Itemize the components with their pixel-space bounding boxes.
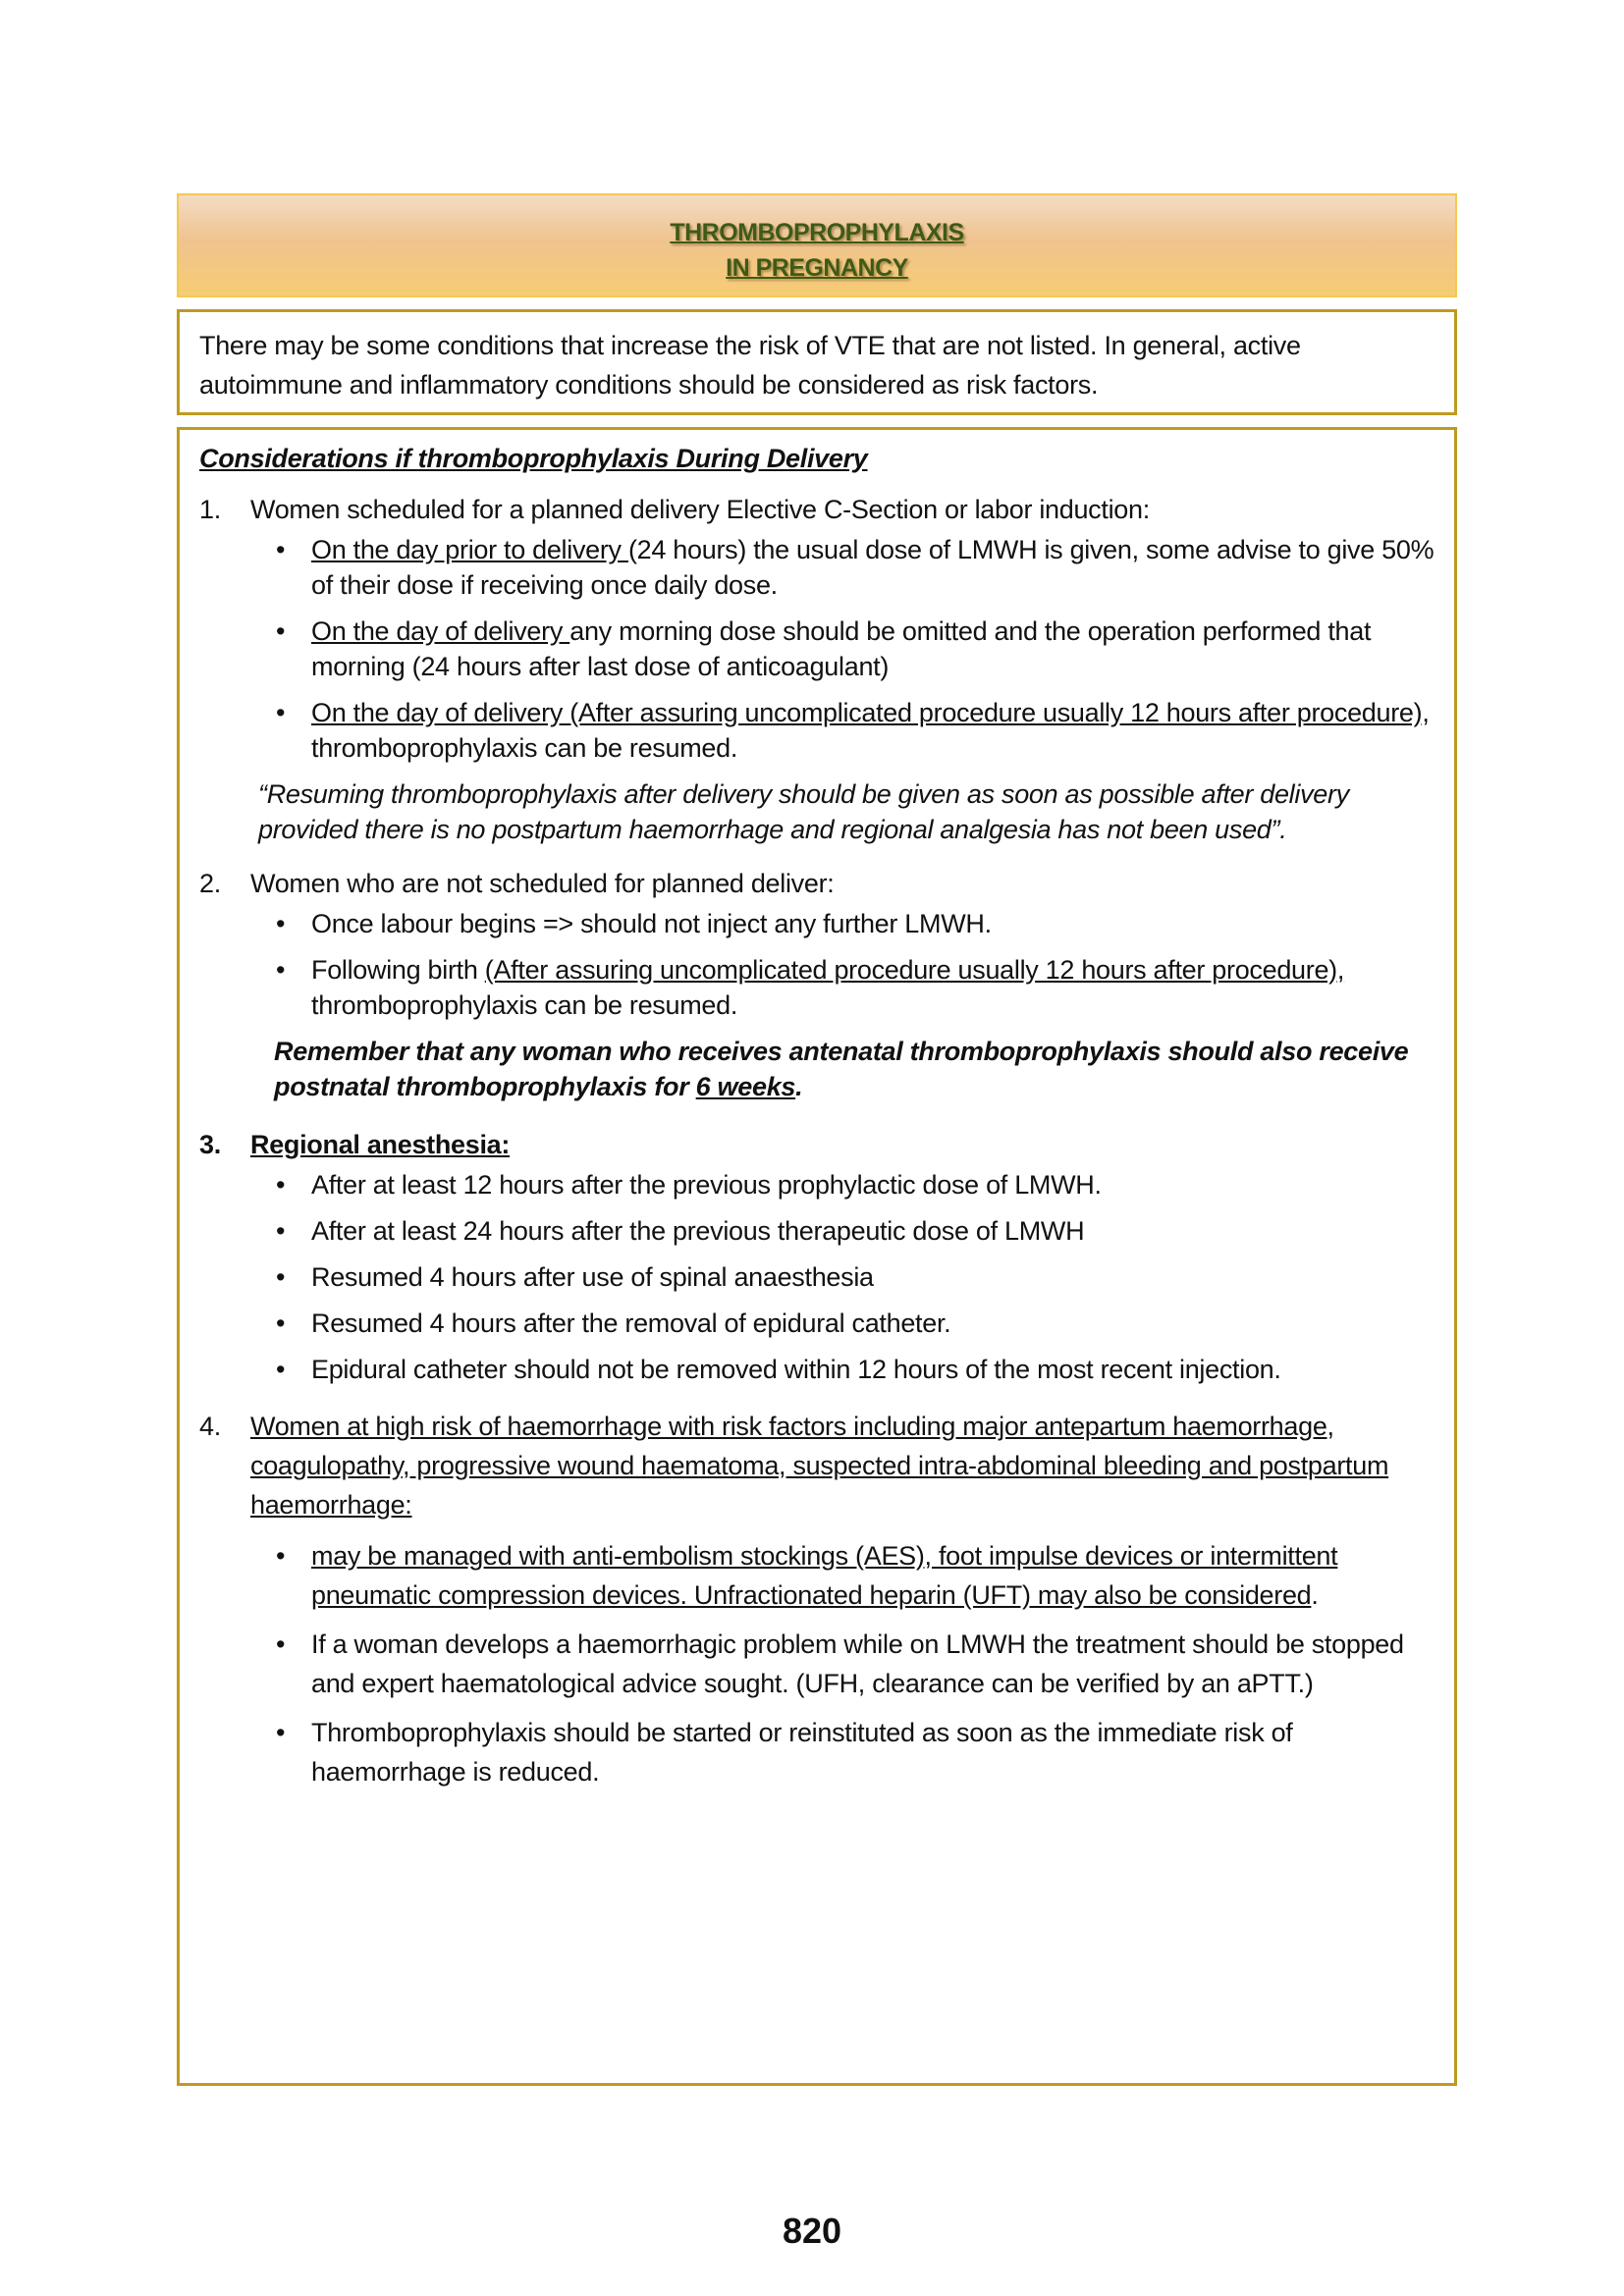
item-number: 1. — [199, 495, 221, 524]
bullet-text: thromboprophylaxis can be resumed. — [311, 990, 738, 1020]
bullet-text: . — [1311, 1580, 1319, 1610]
item-number: 3. — [199, 1130, 221, 1159]
bullet-list — [199, 906, 1440, 1023]
header-banner — [177, 193, 1457, 297]
bullet-item — [311, 1259, 1440, 1295]
page-title-line2: IN PREGNANCY — [726, 254, 908, 282]
bullet-underlined-text: may be managed with anti-embolism stockings (AES), foot impulse devices or intermittent pneumatic compression devices. Unfractionated heparin (UFT) may also be considered — [311, 1541, 1338, 1610]
bullet-underlined-text: On the day of delivery — [311, 616, 570, 646]
bullet-underlined-text: On the day of delivery (After assuring uncomplicated procedure usually 12 hours after procedure), — [311, 698, 1430, 727]
list-item-1 — [199, 491, 1440, 847]
bullet-text: Once labour begins => should not inject any further LMWH. — [311, 909, 992, 938]
list-item-3 — [199, 1126, 1440, 1387]
bullet-text: After at least 24 hours after the previous therapeutic dose of LMWH — [311, 1216, 1085, 1246]
bullet-item — [311, 906, 1440, 941]
bullet-item — [311, 1167, 1440, 1202]
remember-suffix: . — [795, 1072, 803, 1101]
bullet-text: thromboprophylaxis can be resumed. — [311, 733, 738, 763]
item-number: 2. — [199, 869, 221, 898]
bullet-item — [311, 695, 1440, 766]
bullet-text: After at least 12 hours after the previous prophylactic dose of LMWH. — [311, 1170, 1102, 1200]
bullet-text: Resumed 4 hours after use of spinal anaesthesia — [311, 1262, 874, 1292]
item-number: 4. — [199, 1412, 221, 1441]
bullet-text: If a woman develops a haemorrhagic problem while on LMWH the treatment should be stopped and expert haematological advice sought. (UFH, clearance can be verified by an aPTT.) — [311, 1629, 1404, 1698]
list-item-2 — [199, 865, 1440, 1104]
intro-text: There may be some conditions that increase the risk of VTE that are not listed. In general, active autoimmune and inflammatory conditions should be considered as risk factors. — [199, 331, 1301, 400]
remember-duration: 6 weeks — [695, 1072, 796, 1101]
bullet-item — [311, 532, 1440, 603]
bullet-item — [311, 1213, 1440, 1249]
bullet-text: Thromboprophylaxis should be started or reinstituted as soon as the immediate risk of haemorrhage is reduced. — [311, 1718, 1293, 1787]
bullet-item — [311, 1625, 1440, 1703]
item-title: Regional anesthesia: — [250, 1130, 511, 1159]
page-number: 820 — [782, 2211, 842, 2251]
bullet-text: any morning dose should be omitted and the operation performed that morning (24 hours after last dose of anticoagulant) — [311, 616, 1372, 681]
quote-text: “Resuming thromboprophylaxis after delivery should be given as soon as possible after delivery provided there is no postpartum haemorrhage and regional analgesia has not been used”. — [258, 779, 1349, 844]
bullet-text: Epidural catheter should not be removed within 12 hours of the most recent injection. — [311, 1355, 1281, 1384]
bullet-list — [199, 1167, 1440, 1387]
bullet-item — [311, 1536, 1440, 1615]
main-content-box — [177, 427, 1457, 2086]
bullet-text: Following birth — [311, 955, 485, 985]
page-title-line1: THROMBOPROPHYLAXIS — [670, 219, 964, 246]
bullet-item — [311, 952, 1440, 1023]
item-text: Women at high risk of haemorrhage with risk factors including major antepartum haemorrhage, coagulopathy, progressive wound haematoma, suspected intra-abdominal bleeding and postpartum haemorrhage: — [250, 1412, 1389, 1520]
bullet-item — [311, 614, 1440, 684]
bullet-text: (24 hours) the usual dose of LMWH is given, some advise to give 50% of their dose if receiving once daily dose. — [311, 535, 1435, 600]
section-heading: Considerations if thromboprophylaxis During Delivery — [199, 444, 868, 473]
item-text: Women who are not scheduled for planned deliver: — [250, 869, 835, 898]
bullet-item — [311, 1306, 1440, 1341]
remember-note — [199, 1034, 1440, 1104]
bullet-text: Resumed 4 hours after the removal of epidural catheter. — [311, 1308, 951, 1338]
intro-note-box — [177, 309, 1457, 415]
remember-text: Remember that any woman who receives antenatal thromboprophylaxis should also receive postnatal thromboprophylaxis for — [274, 1037, 1409, 1101]
list-item-4 — [199, 1407, 1440, 1791]
page-title — [670, 215, 963, 286]
bullet-underlined-text: (After assuring uncomplicated procedure usually 12 hours after procedure), — [484, 955, 1345, 985]
bullet-list — [199, 532, 1440, 766]
bullet-item — [311, 1713, 1440, 1791]
bullet-item — [311, 1352, 1440, 1387]
bullet-list — [199, 1536, 1440, 1791]
item-text: Women scheduled for a planned delivery Elective C-Section or labor induction: — [250, 495, 1150, 524]
bullet-underlined-text: On the day prior to delivery — [311, 535, 628, 564]
